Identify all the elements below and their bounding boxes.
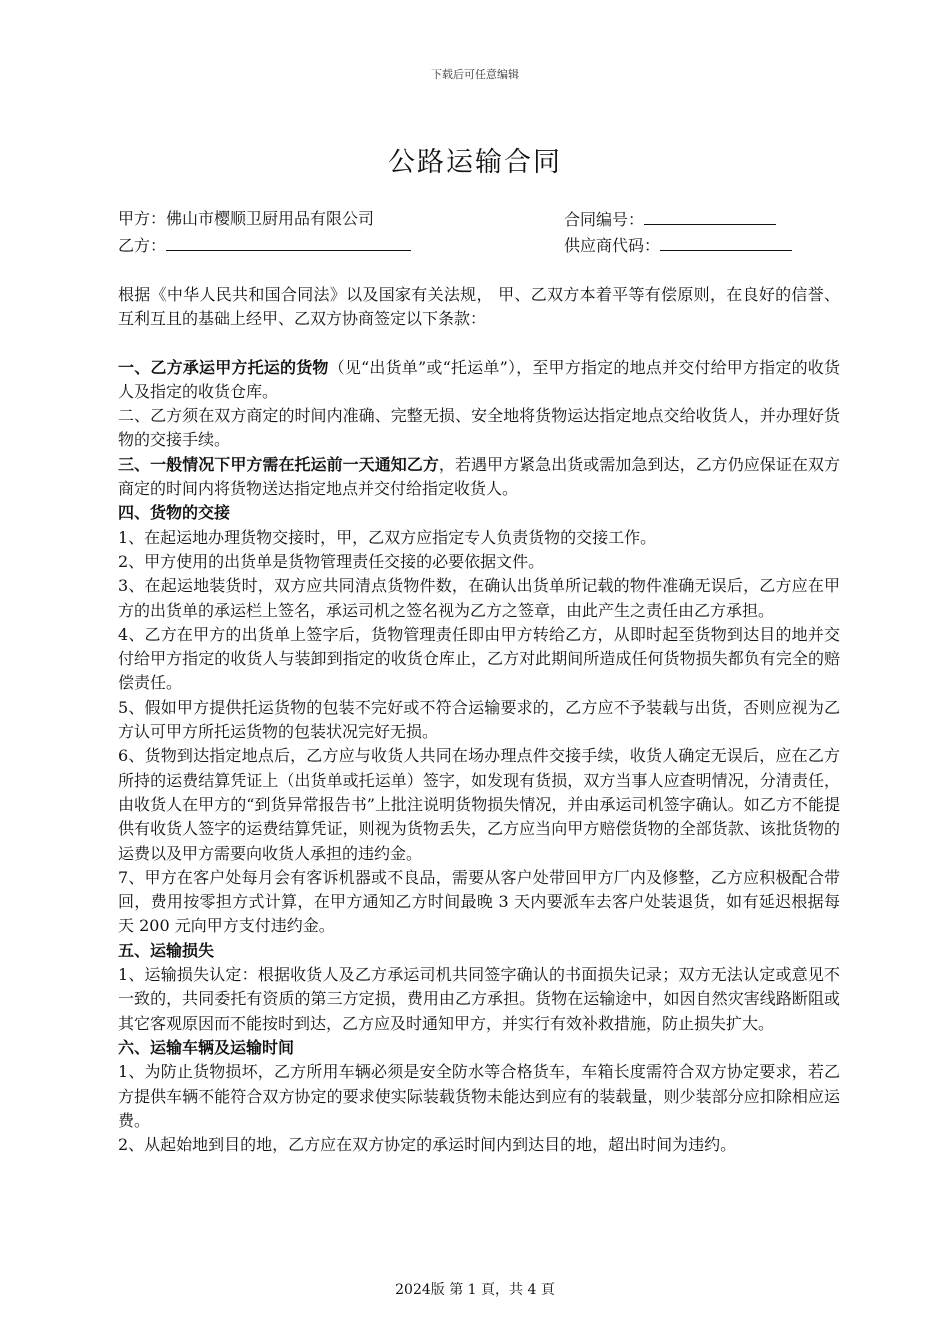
clause-3-text: ，若遇甲方紧急出货或需加急到达，乙方仍应保证在双方商定的时间内将货物送达指定地点并交付给指定收货人。 [118,454,840,499]
section-4-item-4: 4、乙方在甲方的出货单上签字后，货物管理责任即由甲方转给乙方，从即时起至货物到达目的地并交付给甲方指定的收货人与装卸到指定的收货仓库止，乙方对此期间所造成任何货物损失都负有完全的赔偿责任。 [118,624,840,693]
party-b-row [118,233,838,257]
supplier-code [564,233,792,258]
clause-1-text: （见“出货单”或“托运单”），至甲方指定的地点并交付给甲方指定的收货人及指定的收货仓库。 [118,357,840,401]
contract-number [564,207,776,232]
supplier-code-label: 供应商代码： [564,236,661,255]
section-4-title: 四、货物的交接 [118,503,231,523]
section-4-item-3: 3、在起运地装货时，双方应共同清点货物件数，在确认出货单所记载的物件准确无误后，乙方应在甲方的出货单的承运栏上签名，承运司机之签名视为乙方之签章，由此产生之责任由乙方承担。 [118,576,840,620]
section-4-item-7: 7、甲方在客户处每月会有客诉机器或不良品，需要从客户处带回甲方厂内及修整，乙方应积极配合带回，费用按零担方式计算，在甲方通知乙方时间最晚 3 天内要派车去客户处装退货，如有延迟根据每天 200 元向甲方支付违约金。 [118,867,840,936]
party-b [118,233,411,258]
contract-body [118,283,840,1157]
header-note: 下载后可任意编辑 [431,68,519,81]
contract-number-blank[interactable] [644,207,776,225]
intro-paragraph: 根据《中华人民共和国合同法》以及国家有关法规， 甲、乙双方本着平等有偿原则，在良好的信誉、互利互且的基础上经甲、乙双方协商签定以下条款： [118,285,840,329]
clause-3 [118,453,840,502]
party-a-row [118,207,838,231]
clause-1 [118,356,840,405]
section-4-item-1: 1、在起运地办理货物交接时，甲，乙双方应指定专人负责货物的交接工作。 [118,527,657,547]
clause-1-heading: 一、乙方承运甲方托运的货物 [118,357,329,377]
section-5-item-1: 1、运输损失认定：根据收货人及乙方承运司机共同签字确认的书面损失记录；双方无法认定或意见不一致的，共同委托有资质的第三方定损，费用由乙方承担。货物在运输途中，如因自然灾害线路断阻或其它客观原因而不能按时到达，乙方应及时通知甲方，并实行有效补救措施，防止损失扩大。 [118,965,840,1033]
party-a-name: 佛山市樱顺卫厨用品有限公司 [166,209,375,228]
section-5-title: 五、运输损失 [118,940,215,960]
party-a-label: 甲方： [118,209,167,228]
clause-2: 二、乙方须在双方商定的时间内准确、完整无损、安全地将货物运达指定地点交给收货人，并办理好货物的交接手续。 [118,406,840,450]
section-6-item-2: 2、从起始地到目的地，乙方应在双方协定的承运时间内到达目的地，超出时间为违约。 [118,1135,737,1155]
page-footer: 2024版 第 1 頁，共 4 頁 [395,1282,555,1298]
section-6-item-1: 1、为防止货物损坏，乙方所用车辆必须是安全防水等合格货车，车箱长度需符合双方协定要求，若乙方提供车辆不能符合双方协定的要求使实际装载货物未能达到应有的装载量，则少装部分应扣除相应运费。 [118,1062,840,1130]
section-4-item-6: 6、货物到达指定地点后，乙方应与收货人共同在场办理点件交接手续，收货人确定无误后，应在乙方所持的运费结算凭证上（出货单或托运单）签字，如发现有货损，双方当事人应查明情况，分清责任，由收货人在甲方的“到货异常报告书”上批注说明货物损失情况，并由承运司机签字确认。如乙方不能提供有收货人签字的运费结算凭证，则视为货物丢失，乙方应当向甲方赔偿货物的全部货款、该批货物的运费以及甲方需要向收货人承担的违约金。 [118,746,840,863]
document-title: 公路运输合同 [388,147,562,178]
party-a [118,207,374,231]
section-4-item-5: 5、假如甲方提供托运货物的包装不完好或不符合运输要求的，乙方应不予装载与出货，否则应视为乙方认可甲方所托运货物的包装状况完好无损。 [118,697,840,742]
clause-3-heading: 三、一般情况下甲方需在托运前一天通知乙方 [118,454,439,474]
supplier-code-blank[interactable] [660,233,792,251]
section-6-title: 六、运输车辆及运输时间 [118,1037,295,1057]
section-4-item-2: 2、甲方使用的出货单是货物管理责任交接的必要依据文件。 [118,551,545,571]
contract-number-label: 合同编号： [564,210,645,229]
party-b-label: 乙方： [118,236,167,255]
party-b-blank[interactable] [166,233,411,251]
